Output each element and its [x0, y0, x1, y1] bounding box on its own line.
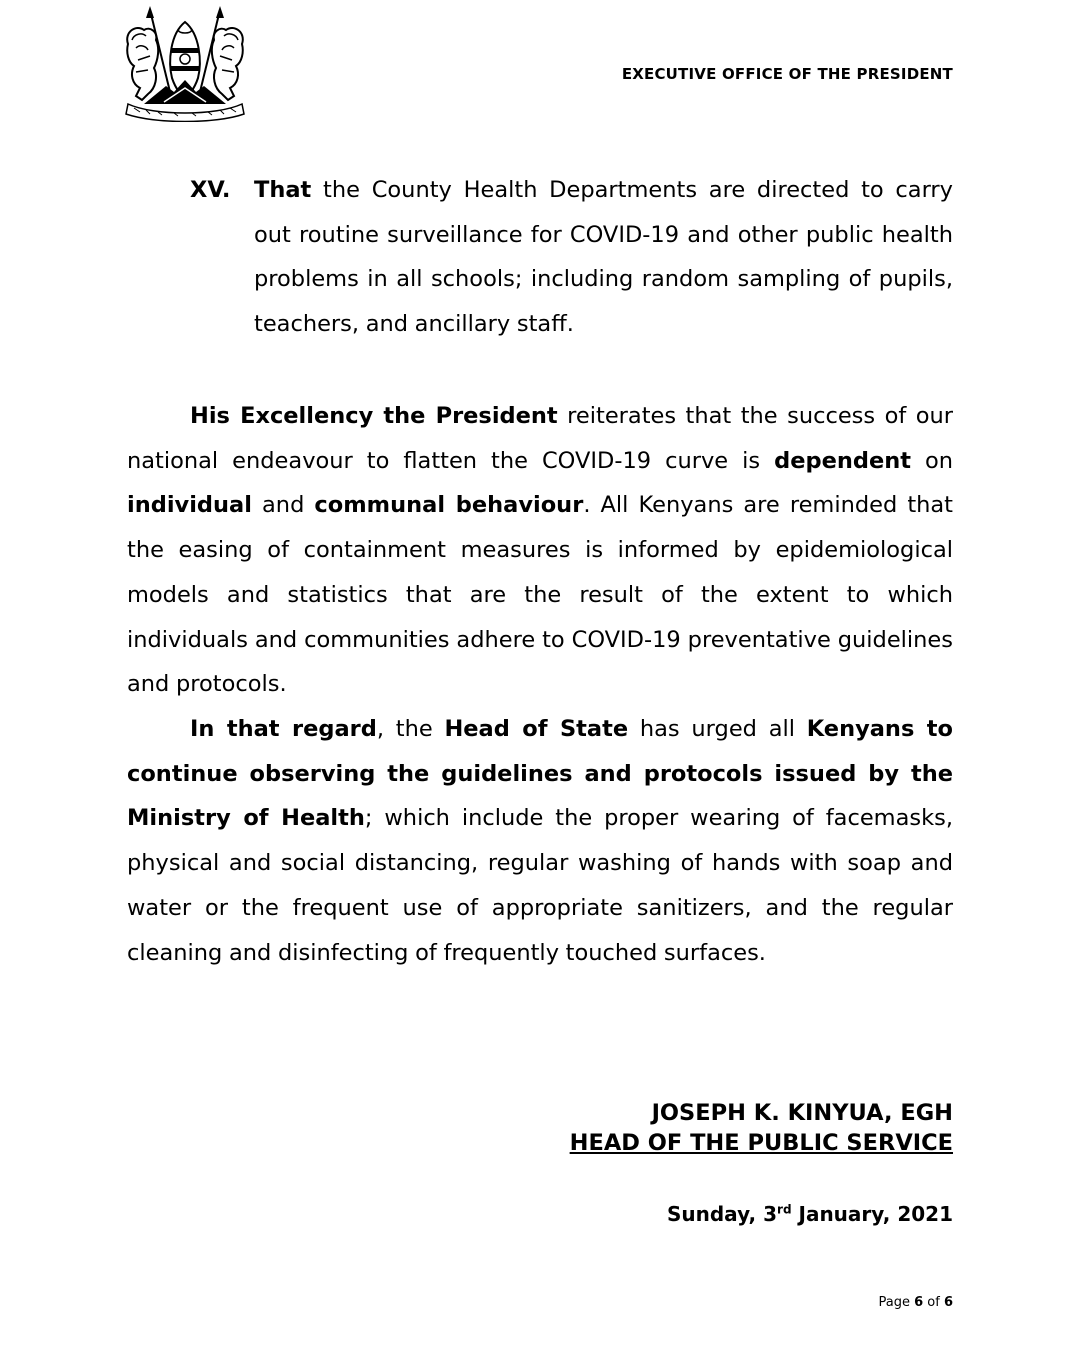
p1-bold-1: His Excellency the President	[190, 403, 558, 429]
page-current: 6	[914, 1295, 924, 1310]
p2-bold-1: In that regard	[190, 716, 377, 742]
p2-bold-3: Head of State	[444, 716, 629, 742]
p1-text-4: on	[910, 447, 954, 474]
document-date	[667, 1202, 953, 1226]
p1-bold-7: communal behaviour	[314, 492, 584, 519]
date-day: Sunday, 3	[666, 1202, 778, 1226]
p1-bold-5: individual	[127, 492, 252, 519]
p2-bold-5: Kenyans to continue observing the guidelines and protocols issued by the Ministry of Health	[127, 716, 953, 832]
p1-text-8: . All Kenyans are reminded that the easing of containment measures is informed by epidemiological models and statistics that are the result of the extent to which individuals and communities adhere to COVID-19 preventative guidelines and protocols.	[127, 492, 954, 698]
date-month-year: January, 2021	[791, 1202, 953, 1226]
p1-text-6: and	[251, 492, 315, 519]
directive-item-xv	[190, 168, 953, 347]
item-number: XV.	[190, 177, 231, 203]
page-number	[879, 1295, 954, 1310]
p2-text-6: ; which include the proper wearing of facemasks, physical and social distancing, regular washing of hands with soap and water or the frequent use of appropriate sanitizers, and the regular cleaning and disinfecting of frequently touched surfaces.	[127, 805, 953, 966]
item-text	[254, 168, 953, 347]
paragraph-head-of-state-urges	[127, 707, 953, 975]
kenya-coat-of-arms-icon	[114, 4, 256, 122]
signatory-name: JOSEPH K. KINYUA, EGH	[651, 1100, 953, 1126]
p2-text-4: has urged all	[628, 716, 807, 742]
signatory-title: HEAD OF THE PUBLIC SERVICE	[569, 1130, 953, 1156]
page-of: of	[923, 1295, 944, 1310]
item-body: the County Health Departments are directed to carry out routine surveillance for COVID-19 and other public health problems in all schools; including random sampling of pupils, teachers, and ancillary staff.	[254, 177, 953, 338]
item-lead: That	[254, 177, 312, 203]
p2-text-2: , the	[376, 716, 445, 742]
date-suffix: rd	[777, 1202, 792, 1217]
page-label: Page	[878, 1295, 915, 1310]
p1-text-2: reiterates that the success of our national endeavour to flatten the COVID-19 curve is	[127, 403, 953, 474]
page-total: 6	[943, 1295, 953, 1310]
paragraph-president-reiterates	[127, 394, 953, 707]
office-heading: EXECUTIVE OFFICE OF THE PRESIDENT	[621, 65, 953, 83]
p1-bold-3: dependent	[774, 447, 911, 474]
